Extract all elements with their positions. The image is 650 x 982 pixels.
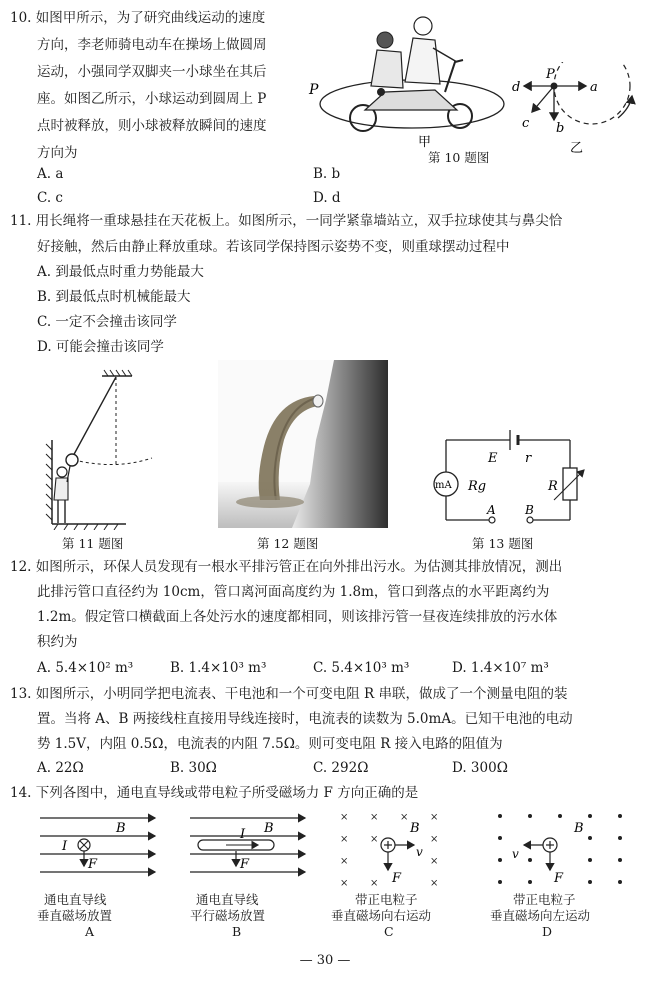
q11-option-c[interactable]: C. 一定不会撞击该同学 (37, 314, 177, 330)
q14-option-a[interactable]: A (85, 924, 95, 939)
q14-a-label-f: F (88, 857, 98, 872)
q14-a-label-b: B (116, 821, 126, 836)
q10-option-b[interactable]: B. b (313, 166, 341, 182)
q14-b-caption-1: 通电直导线 (196, 892, 259, 907)
q13-option-d[interactable]: D. 300Ω (452, 760, 508, 776)
svg-text:×: × (340, 834, 349, 845)
q10-option-a[interactable]: A. a (37, 166, 64, 182)
q14-d-label-b: B (574, 821, 584, 836)
q13-option-c[interactable]: C. 292Ω (313, 760, 369, 776)
svg-text:×: × (430, 856, 439, 867)
q10-label-d: d (512, 80, 521, 95)
q14-option-b[interactable]: B (232, 924, 242, 939)
q12-caption: 第 12 题图 (257, 536, 319, 551)
q10-line-6: 方向为 (37, 145, 78, 161)
q13-label-b: B (525, 503, 534, 517)
q14-panel-a-diagram (40, 818, 155, 872)
q10-figure-yi (508, 62, 638, 162)
q14-b-label-i: I (240, 827, 246, 842)
q14-b-label-b: B (264, 821, 274, 836)
q14-a-label-i: I (62, 839, 68, 854)
q11-line-1: 11. 用长绳将一重球悬挂在天花板上。如图所示，一同学紧靠墙站立，双手拉球使其与鼻尖恰 (10, 213, 563, 229)
q12-option-b[interactable]: B. 1.4×10³ m³ (170, 660, 267, 676)
q13-label-e: E (488, 451, 498, 466)
q12-line-2: 此排污管口直径约为 10cm，管口离河面高度约为 1.8m，管口到落点的水平距离约为 (37, 584, 550, 600)
q14-option-c[interactable]: C (384, 924, 394, 939)
q12-line-4: 积约为 (37, 634, 78, 650)
q14-c-label-b: B (410, 821, 420, 836)
q14-panel-c-diagram (340, 812, 438, 888)
q13-label-ma: mA (435, 480, 452, 491)
q14-d-caption-1: 带正电粒子 (513, 892, 576, 907)
svg-text:×: × (340, 878, 349, 888)
q10-caption: 第 10 题图 (428, 150, 490, 165)
svg-text:×: × (430, 812, 439, 823)
svg-text:×: × (370, 878, 379, 888)
q13-line-1: 13. 如图所示，小明同学把电流表、干电池和一个可变电阻 R 串联，做成了一个测量电阻的装 (10, 686, 568, 702)
q13-figure-circuit (428, 428, 588, 528)
q13-label-r: r (525, 451, 532, 466)
q11-option-b[interactable]: B. 到最低点时机械能最大 (37, 289, 191, 305)
q10-label-yi: 乙 (570, 141, 584, 156)
q13-label-a: A (487, 503, 496, 517)
q14-b-label-f: F (240, 857, 250, 872)
q11-line-2: 好接触，然后由静止释放重球。若该同学保持图示姿势不变，则重球摆动过程中 (37, 239, 510, 255)
svg-text:×: × (370, 812, 379, 823)
q14-c-caption-2: 垂直磁场向右运动 (331, 908, 432, 923)
q10-label-a: a (590, 80, 598, 95)
q14-line-1: 14. 下列各图中，通电直导线或带电粒子所受磁场力 F 方向正确的是 (10, 785, 419, 801)
svg-text:×: × (340, 856, 349, 867)
q12-figure-pipe (218, 360, 388, 528)
q10-line-4: 座。如图乙所示，小球运动到圆周上 P (37, 91, 267, 107)
q10-option-c[interactable]: C. c (37, 190, 63, 206)
q13-label-R: R (548, 479, 558, 494)
q13-option-a[interactable]: A. 22Ω (37, 760, 84, 776)
q14-panel-d-diagram (498, 814, 622, 886)
q14-d-caption-2: 垂直磁场向左运动 (490, 908, 591, 923)
q12-option-d[interactable]: D. 1.4×10⁷ m³ (452, 660, 549, 676)
q11-caption: 第 11 题图 (62, 536, 124, 551)
q14-a-caption-1: 通电直导线 (44, 892, 107, 907)
q13-line-2: 置。当将 A、B 两接线柱直接用导线连接时，电流表的读数为 5.0mA。已知干电池的电动 (37, 711, 573, 727)
q13-line-3: 势 1.5V，内阻 0.5Ω，电流表的内阻 7.5Ω。则可变电阻 R 接入电路的阻值为 (37, 736, 503, 752)
svg-text:×: × (400, 812, 409, 823)
q14-c-caption-1: 带正电粒子 (355, 892, 418, 907)
q14-b-caption-2: 平行磁场放置 (190, 908, 266, 923)
page-number: — 30 — (299, 953, 351, 968)
q10-label-jia: 甲 (418, 135, 432, 150)
q14-option-d[interactable]: D (542, 924, 553, 939)
q12-line-3: 1.2m。假定管口横截面上各处污水的速度都相同，则该排污管一昼夜连续排放的污水体 (37, 609, 558, 625)
q11-option-a[interactable]: A. 到最低点时重力势能最大 (37, 264, 204, 280)
q12-option-a[interactable]: A. 5.4×10² m³ (37, 660, 134, 676)
q14-d-label-v: v (512, 847, 519, 861)
svg-text:×: × (430, 834, 439, 845)
svg-text:×: × (340, 812, 349, 823)
q10-label-p-track: P (309, 82, 319, 98)
q10-line-3: 运动，小强同学双脚夹一小球坐在其后 (37, 64, 267, 80)
q11-option-d[interactable]: D. 可能会撞击该同学 (37, 339, 164, 355)
q10-line-2: 方向，李老师骑电动车在操场上做圆周 (37, 37, 267, 53)
q10-label-p: P (546, 67, 555, 82)
q13-option-b[interactable]: B. 30Ω (170, 760, 217, 776)
q10-line-5: 点时被释放，则小球被释放瞬间的速度 (37, 118, 267, 134)
q13-label-rg: Rg (468, 479, 487, 494)
q10-figure-jia (305, 12, 510, 152)
q10-line-1: 10. 如图甲所示，为了研究曲线运动的速度 (10, 10, 266, 26)
q14-d-label-f: F (554, 871, 564, 886)
q14-a-caption-2: 垂直磁场放置 (37, 908, 113, 923)
q14-panel-b-diagram (190, 818, 305, 872)
q10-label-b: b (556, 121, 565, 136)
q13-caption: 第 13 题图 (472, 536, 534, 551)
q14-c-label-v: v (416, 845, 423, 859)
q14-c-label-f: F (392, 871, 402, 886)
svg-text:×: × (430, 878, 439, 888)
q11-figure-pendulum (40, 368, 190, 530)
svg-text:×: × (370, 834, 379, 845)
q12-option-c[interactable]: C. 5.4×10³ m³ (313, 660, 410, 676)
q14-figures (30, 808, 630, 888)
q10-option-d[interactable]: D. d (313, 190, 341, 206)
q12-line-1: 12. 如图所示，环保人员发现有一根水平排污管正在向外排出污水。为估测其排放情况，测出 (10, 559, 563, 575)
q10-label-c: c (522, 116, 530, 131)
